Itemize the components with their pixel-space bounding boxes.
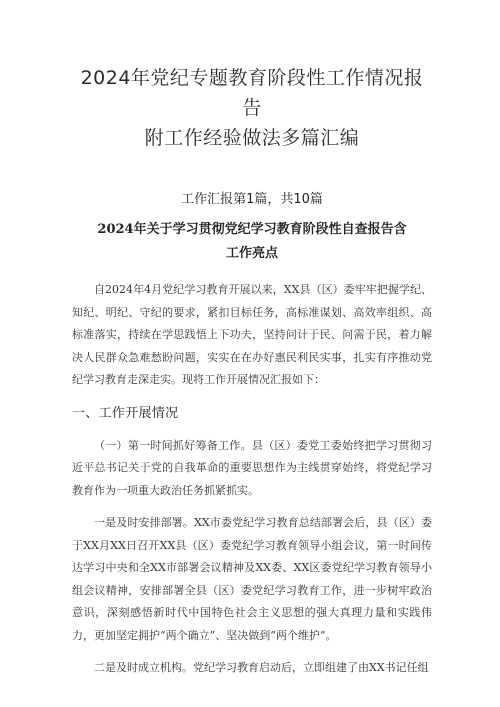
title-line-2: 附工作经验做法多篇汇编 xyxy=(144,127,360,149)
subtitle-line-2: 工作亮点 xyxy=(225,246,278,261)
intro-paragraph: 自2024年4月党纪学习教育开展以来，XX县（区）委牢牢把握学纪、知纪、明纪、守纪的要求，紧扣目标任务，高标准谋划、高效率组织、高标准落实，持续在学思践悟上下功夫，坚持问计于民、问需于民，着力解决人民群众急难愁盼问题，实实在在办好惠民利民实事，扎实有序推动党纪学习教育走深走实。现将工作开展情况汇报如下： xyxy=(72,283,432,386)
document-title xyxy=(72,63,432,153)
paragraph-preparation: （一）第一时间抓好筹备工作。县（区）委党工委始终把学习贯彻习近平总书记关于党的自我革命的重要思想作为主线贯穿始终，将党纪学习教育作为一项重大政治任务抓紧抓实。 xyxy=(72,438,432,497)
paragraph-deployment: 一是及时安排部署。XX市委党纪学习教育总结部署会后，县（区）委于XX月XX日召开XX县（区）委党纪学习教育领导小组会议，第一时间传达学习中央和全XX市部署会议精神及XX委、XX区委党纪学习教育领导小组会议精神，安排部署全县（区）委党纪学习教育工作，进一步树牢政治意识，深刻感悟新时代中国特色社会主义思想的强大真理力量和实践伟力，更加坚定拥护“两个确立”、坚决做到“两个维护”。 xyxy=(72,516,432,642)
section-heading: 工作汇报第1篇，共10篇 xyxy=(181,192,323,207)
report-subtitle xyxy=(72,218,432,266)
heading-work-progress: 一、工作开展情况 xyxy=(72,405,179,421)
subtitle-line-1: 2024年关于学习贯彻党纪学习教育阶段性自查报告含 xyxy=(97,222,407,237)
paragraph-organization: 二是及时成立机构。党纪学习教育启动后，立即组建了由XX书记任组 xyxy=(94,661,429,674)
title-line-1: 2024年党纪专题教育阶段性工作情况报告 xyxy=(80,67,424,119)
